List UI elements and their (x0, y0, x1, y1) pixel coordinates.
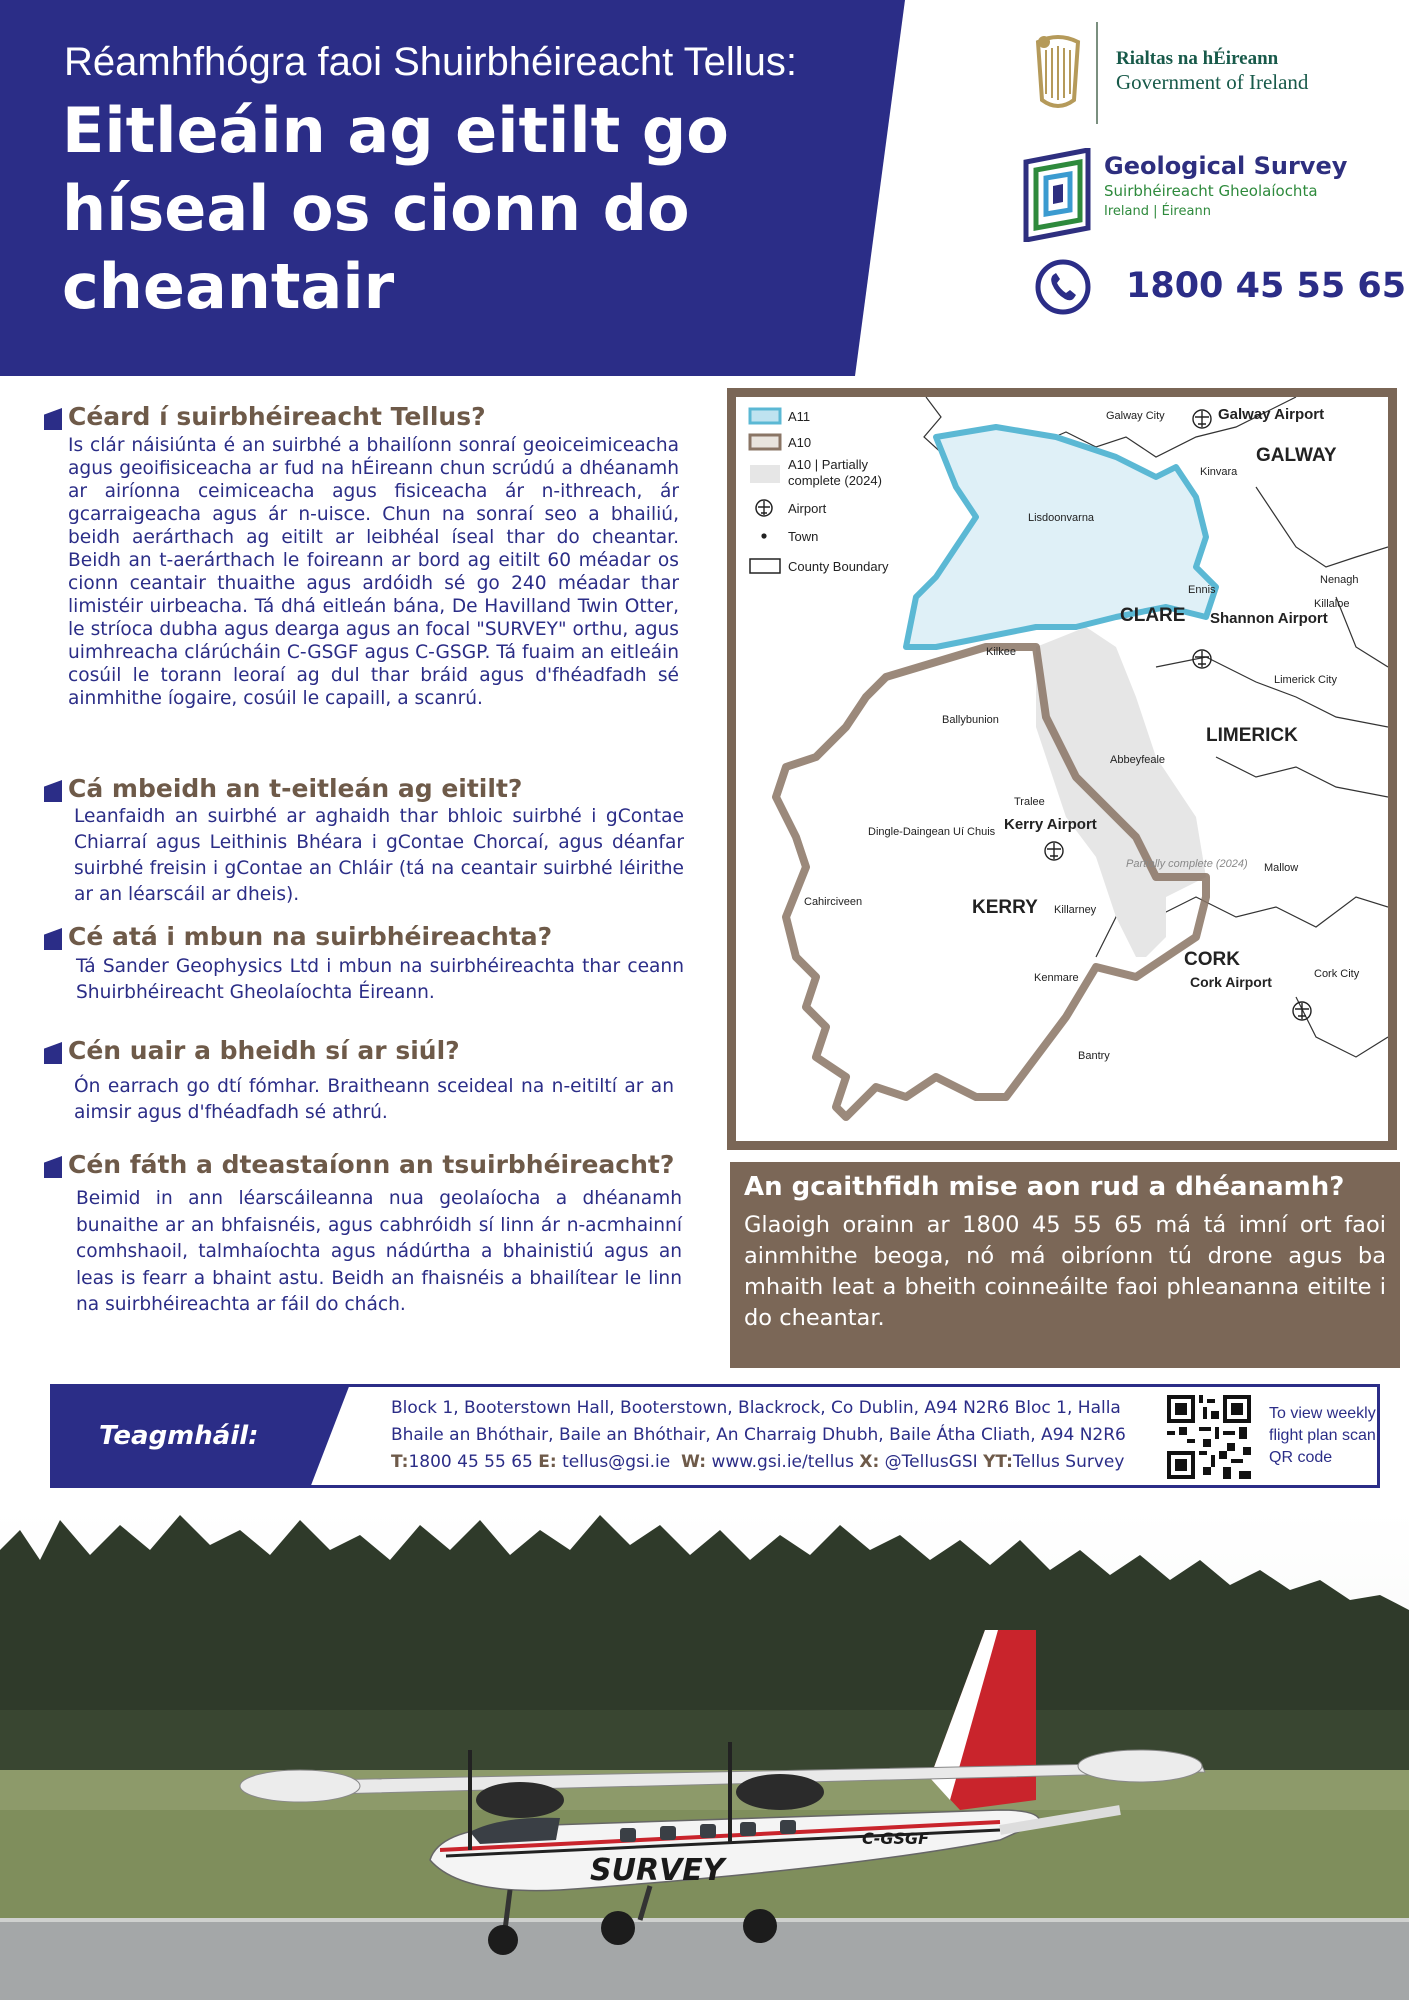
gsi-name-irish: Suirbhéireacht Gheolaíochta (1104, 182, 1318, 200)
contact-x[interactable]: @TellusGSI (884, 1452, 978, 1472)
callout-body: Glaoigh orainn ar 1800 45 55 65 má tá imní ort faoi ainmhithe beoga, nó má oibríonn tú drone agus ba mhaith leat a bheith coinneáilte faoi phleananna eitilte i do cheantar. (744, 1212, 1386, 1331)
section-marker (44, 408, 62, 430)
svg-text:A10: A10 (788, 435, 812, 450)
svg-text:Galway City: Galway City (1106, 410, 1165, 422)
svg-text:Airport: Airport (788, 501, 827, 516)
svg-text:Galway Airport: Galway Airport (1218, 406, 1325, 423)
contact-phone[interactable]: 1800 45 55 65 (408, 1452, 533, 1472)
contact-details (391, 1395, 1126, 1476)
svg-text:Nenagh: Nenagh (1320, 574, 1359, 586)
callout-box (730, 1162, 1400, 1368)
gsi-logo (1022, 148, 1362, 248)
svg-text:Cahirciveen: Cahirciveen (804, 896, 863, 908)
section-title: Cé atá i mbun na suirbhéireachta? (68, 922, 553, 951)
svg-text:Partially complete (2024): Partially complete (2024) (1126, 858, 1248, 870)
county-cork: CORK (1184, 949, 1240, 970)
svg-text:A11: A11 (788, 409, 811, 424)
gsi-name: Geological Survey (1104, 152, 1348, 180)
phone-block (1034, 258, 1407, 322)
svg-text:Cork Airport: Cork Airport (1190, 974, 1272, 990)
county-galway: GALWAY (1256, 445, 1337, 466)
phone-number[interactable]: 1800 45 55 65 (1126, 266, 1407, 306)
svg-text:Kerry Airport: Kerry Airport (1004, 816, 1097, 833)
svg-text:Ballybunion: Ballybunion (942, 714, 999, 726)
county-kerry: KERRY (972, 897, 1038, 918)
svg-text:Lisdoonvarna: Lisdoonvarna (1028, 512, 1095, 524)
contact-youtube[interactable]: Tellus Survey (1012, 1452, 1125, 1472)
address-line-2: Bhaile an Bhóthair, Baile an Bhóthair, An Charraig Dhubh, Baile Átha Cliath, A94 N2R6 (391, 1425, 1126, 1445)
section-body: Leanfaidh an suirbhé ar aghaidh thar bhloic suirbhé i gContae Chiarraí agus Leithinis Bhéara i gContae Chorcaí, agus déanfar suirbhé freisin i gContae an Chláir (tá na ceantair suirbhé léirithe ar an léarscáil ar dheis). (74, 806, 684, 905)
svg-text:A10 | Partially comple: A10 | Partially complete (2024) (788, 457, 882, 488)
survey-plane-photo (0, 1510, 1409, 2000)
svg-text:Kilkee: Kilkee (986, 646, 1016, 658)
contact-channels: T:1800 45 55 65 E: tellus@gsi.ie W: www.gsi.ie/tellus X: @TellusGSI YT:Tellus Survey (391, 1452, 1125, 1472)
section-marker (44, 1042, 62, 1064)
harp-icon (1028, 30, 1088, 114)
section-title: Cá mbeidh an t-eitleán ag eitilt? (68, 774, 523, 803)
qr-caption: To view weekly flight plan scan QR code (1269, 1405, 1376, 1466)
plane-survey-text: SURVEY (590, 1853, 725, 1888)
svg-text:Ennis: Ennis (1188, 584, 1216, 596)
svg-text:Dingle-Daingean Uí Chuis: Dingle-Daingean Uí Chuis (868, 826, 996, 838)
section-body: Beimid in ann léarscáileanna nua geolaíocha a dhéanamh bunaithe ar an bhfaisnéis, agus cabhróidh sí linn ár n-acmhainní comhshaoil, talmhaíochta agus nádúrtha a bhainistiú agus an leas is fearr a bhaint astu. Beidh an fhaisnéis a bhailítear le linn na suirbhéireachta ar fáil do chách. (76, 1188, 682, 1315)
section-body: Is clár náisiúnta é an suirbhé a bhailíonn sonraí geoiceimiceacha agus geoifisiceacha ar fud na hÉireann chun scrúdú a dhéanamh ar airíonna ceimiceacha agus fisiceacha ár n-ithreach, ár gcarraigeacha agus ár n-uisce. Chun na sonraí seo a bhailiú, beidh aerárthach ag eitilt ar leibhéal íseal thar do cheantar. Beidh an t-aerárthach le foireann ar bord ag eitilt 60 méadar os cionn ceantair thuaithe agus ardóidh sé go 240 méadar thar limistéir uirbeacha. Tá dhá eitleán bána, De Havilland Twin Otter, le stríoca dubha agus dearga agus an focal "SURVEY" orthu, agus uimhreacha clárúcháin C-GSGF agus C-GSGP. Tá fuaim an eitleáin cosúil le torann leoraí ag dul thar bráid agus d'fhéadfadh sé ainmhithe íogaire, cosúil le capaill, a scanrú. (68, 435, 679, 709)
svg-text:Mallow: Mallow (1264, 862, 1299, 874)
svg-text:Kinvara: Kinvara (1200, 466, 1238, 478)
section-body: Ón earrach go dtí fómhar. Braitheann sceideal na n-eitiltí ar an aimsir agus d'fhéadfadh sé athrú. (74, 1076, 674, 1123)
svg-text:Tralee: Tralee (1014, 796, 1045, 808)
svg-text:Limerick City: Limerick City (1274, 674, 1337, 686)
section-title: Céard í suirbhéireacht Tellus? (68, 402, 486, 431)
svg-text:Shannon Airport: Shannon Airport (1210, 610, 1328, 627)
section-marker (44, 928, 62, 950)
contact-email[interactable]: tellus@gsi.ie (562, 1452, 671, 1472)
svg-text:Town: Town (788, 529, 819, 544)
svg-text:Cork City: Cork City (1314, 968, 1360, 980)
page-title: Eitleáin ag eitilt go híseal os cionn do cheantair (62, 94, 729, 323)
section-body: Tá Sander Geophysics Ltd i mbun na suirbhéireachta thar ceann Shuirbhéireacht Gheolaíochta Éireann. (76, 956, 684, 1003)
survey-map (727, 388, 1397, 1150)
gov-name-english: Government of Ireland (1116, 70, 1309, 94)
gov-name-irish: Rialtas na hÉireann (1116, 48, 1279, 69)
section-title: Cén fáth a dteastaíonn an tsuirbhéireacht? (68, 1150, 675, 1179)
county-clare: CLARE (1120, 605, 1186, 626)
logo-divider (1096, 22, 1098, 124)
qr-code-icon[interactable] (1167, 1395, 1251, 1479)
svg-text:Killaloe: Killaloe (1314, 598, 1350, 610)
gsi-mark-icon (1022, 148, 1092, 242)
section-title: Cén uair a bheidh sí ar siúl? (68, 1036, 460, 1065)
gsi-country: Ireland | Éireann (1104, 204, 1211, 219)
contact-website[interactable]: www.gsi.ie/tellus (711, 1452, 854, 1472)
address-line-1: Block 1, Booterstown Hall, Booterstown, Blackrock, Co Dublin, A94 N2R6 Bloc 1, Halla (391, 1398, 1121, 1418)
svg-text:Bantry: Bantry (1078, 1050, 1110, 1062)
phone-icon (1034, 258, 1092, 316)
svg-text:Kenmare: Kenmare (1034, 972, 1079, 984)
government-logo (1020, 22, 1360, 122)
plane-registration: C-GSGF (862, 1829, 930, 1848)
page-subtitle: Réamhfhógra faoi Shuirbhéireacht Tellus: (64, 40, 798, 84)
map-canvas (736, 397, 1388, 1141)
svg-text:Abbeyfeale: Abbeyfeale (1110, 754, 1166, 766)
contact-label: Teagmháil: (99, 1421, 259, 1451)
section-marker (44, 780, 62, 802)
contact-bar (50, 1384, 1380, 1488)
county-limerick: LIMERICK (1206, 725, 1298, 746)
svg-text:Killarney: Killarney (1054, 904, 1097, 916)
callout-title: An gcaithfidh mise aon rud a dhéanamh? (744, 1172, 1345, 1202)
plane-photo-illustration (0, 1510, 1409, 2000)
svg-text:County Boundary: County Boundary (788, 559, 889, 574)
section-marker (44, 1156, 62, 1178)
